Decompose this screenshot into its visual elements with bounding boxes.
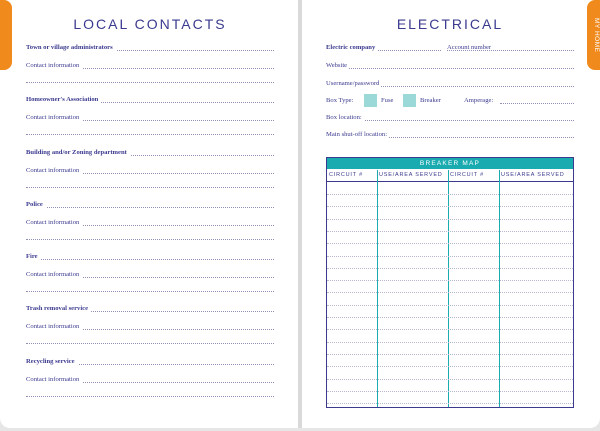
blank-writing-line[interactable]	[26, 187, 274, 188]
contact-section-field[interactable]	[26, 146, 274, 158]
contact-information-field[interactable]	[26, 268, 274, 280]
username-label: Username/password	[326, 80, 380, 87]
blank-writing-line[interactable]	[26, 291, 274, 292]
blank-writing-line[interactable]	[26, 134, 274, 135]
contact-information-label: Contact information	[26, 167, 82, 174]
website-label: Website	[326, 62, 348, 69]
account-number-label: Account number	[447, 44, 492, 51]
local-contacts-title: LOCAL CONTACTS	[73, 16, 227, 32]
breaker-map-row-line[interactable]	[327, 391, 573, 392]
contact-section-label: Town or village administrators	[26, 44, 116, 51]
username-row[interactable]	[326, 77, 574, 89]
breaker-map-row-line[interactable]	[327, 317, 573, 318]
amperage-label: Amperage:	[464, 97, 494, 104]
contact-section-field[interactable]	[26, 198, 274, 210]
main-shutoff-row[interactable]	[326, 128, 574, 140]
electrical-title: ELECTRICAL	[396, 16, 504, 32]
contact-section-label: Recycling service	[26, 358, 78, 365]
breaker-map-row-line[interactable]	[327, 292, 573, 293]
electric-company-label: Electric company	[326, 44, 376, 51]
website-row[interactable]	[326, 59, 574, 71]
fuse-checkbox[interactable]	[364, 94, 377, 107]
contact-information-field[interactable]	[26, 111, 274, 123]
breaker-map-row-line[interactable]	[327, 256, 573, 257]
contact-information-label: Contact information	[26, 271, 82, 278]
breaker-map-header-rule	[327, 181, 573, 182]
breaker-map-title: BREAKER MAP	[327, 158, 573, 169]
contact-information-field[interactable]	[26, 164, 274, 176]
breaker-map-table	[326, 157, 574, 408]
contact-information-field[interactable]	[26, 320, 274, 332]
fuse-label: Fuse	[381, 97, 394, 104]
contact-section-label: Fire	[26, 253, 41, 260]
breaker-map-row-line[interactable]	[327, 231, 573, 232]
box-type-label: Box Type:	[326, 97, 354, 104]
breaker-map-row-line[interactable]	[327, 243, 573, 244]
contact-information-label: Contact information	[26, 114, 82, 121]
contact-section-label: Police	[26, 201, 46, 208]
contact-section-label: Building and/or Zoning department	[26, 149, 130, 156]
box-type-row	[326, 94, 574, 106]
box-location-row[interactable]	[326, 111, 574, 123]
electric-company-row[interactable]	[326, 41, 574, 53]
breaker-checkbox[interactable]	[403, 94, 416, 107]
contact-section-field[interactable]	[26, 355, 274, 367]
contact-information-field[interactable]	[26, 216, 274, 228]
breaker-map-row-line[interactable]	[327, 379, 573, 380]
blank-writing-line[interactable]	[26, 239, 274, 240]
breaker-map-row-line[interactable]	[327, 329, 573, 330]
contact-information-field[interactable]	[26, 373, 274, 385]
breaker-map-row-line[interactable]	[327, 268, 573, 269]
breaker-label: Breaker	[420, 97, 441, 104]
main-shutoff-label: Main shut-off location:	[326, 131, 388, 138]
blank-writing-line[interactable]	[26, 343, 274, 344]
header-circuit-1: CIRCUIT #	[329, 172, 363, 178]
contact-section-field[interactable]	[26, 250, 274, 262]
contact-section-field[interactable]	[26, 41, 274, 53]
box-location-label: Box location:	[326, 114, 362, 121]
contact-section-label: Homeowner's Association	[26, 96, 101, 103]
blank-writing-line[interactable]	[26, 82, 274, 83]
blank-writing-line[interactable]	[26, 396, 274, 397]
contact-information-label: Contact information	[26, 219, 82, 226]
section-tab-left[interactable]	[0, 0, 12, 70]
contact-section-field[interactable]	[26, 93, 274, 105]
amperage-field[interactable]	[500, 103, 574, 104]
contact-information-label: Contact information	[26, 62, 82, 69]
breaker-map-row-line[interactable]	[327, 403, 573, 404]
contact-information-label: Contact information	[26, 376, 82, 383]
page-gutter	[298, 0, 302, 428]
breaker-map-row-line[interactable]	[327, 305, 573, 306]
header-use-1: USE/AREA SERVED	[379, 172, 443, 178]
header-use-2: USE/AREA SERVED	[501, 172, 565, 178]
header-circuit-2: CIRCUIT #	[450, 172, 484, 178]
section-tab-label: MY HOME	[593, 17, 600, 53]
breaker-map-row-line[interactable]	[327, 194, 573, 195]
contact-information-label: Contact information	[26, 323, 82, 330]
breaker-map-row-line[interactable]	[327, 366, 573, 367]
breaker-map-row-line[interactable]	[327, 219, 573, 220]
breaker-map-row-line[interactable]	[327, 354, 573, 355]
breaker-map-row-line[interactable]	[327, 342, 573, 343]
contact-information-field[interactable]	[26, 59, 274, 71]
contact-section-field[interactable]	[26, 302, 274, 314]
contact-section-label: Trash removal service	[26, 305, 91, 312]
breaker-map-row-line[interactable]	[327, 280, 573, 281]
breaker-map-row-line[interactable]	[327, 206, 573, 207]
